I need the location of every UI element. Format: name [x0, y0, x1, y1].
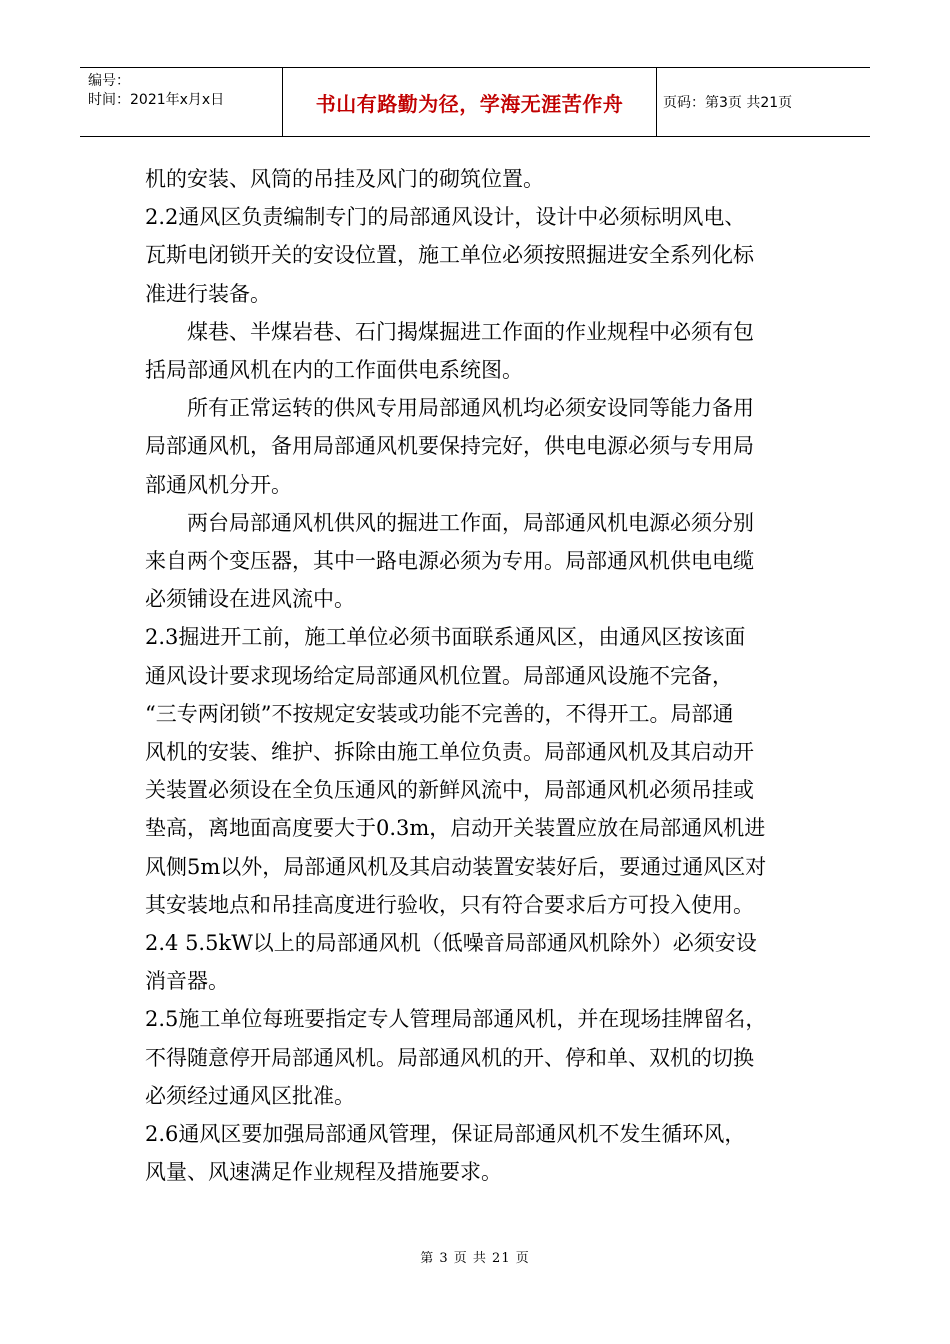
body-line: 煤巷、半煤岩巷、石门揭煤掘进工作面的作业规程中必须有包: [187, 319, 754, 344]
document-body: [145, 160, 815, 1191]
body-line: 风侧5m以外，局部通风机及其启动装置安装好后，要通过通风区对: [145, 854, 767, 879]
body-line: “三专两闭锁”不按规定安装或功能不完善的，不得开工。局部通: [145, 701, 734, 726]
body-line: 机的安装、风筒的吊挂及风门的砌筑位置。: [145, 167, 544, 191]
body-line: 2.4 5.5kW以上的局部通风机（低噪音局部通风机除外）必须安设: [145, 931, 757, 956]
body-line: 括局部通风机在内的工作面供电系统图。: [145, 358, 523, 383]
body-line: 2.2通风区负责编制专门的局部通风设计，设计中必须标明风电、: [145, 205, 746, 230]
body-line: 瓦斯电闭锁开关的安设位置，施工单位必须按照掘进安全系列化标: [145, 243, 754, 268]
body-line: 2.5施工单位每班要指定专人管理局部通风机，并在现场挂牌留名，: [145, 1007, 767, 1032]
body-line: 垫高，离地面高度要大于0.3m，启动开关装置应放在局部通风机进: [145, 816, 766, 841]
header-meta: [80, 68, 283, 136]
body-line: 两台局部通风机供风的掘进工作面，局部通风机电源必须分别: [187, 510, 754, 535]
body-line: 必须铺设在进风流中。: [145, 587, 355, 612]
body-line: 2.3掘进开工前，施工单位必须书面联系通风区，由通风区按该面: [145, 625, 746, 650]
body-line: 所有正常运转的供风专用局部通风机均必须安设同等能力备用: [187, 396, 754, 421]
body-line: 部通风机分开。: [145, 472, 292, 497]
page-header: [80, 67, 870, 137]
body-line: 其安装地点和吊挂高度进行验收，只有符合要求后方可投入使用。: [145, 892, 754, 917]
body-line: 不得随意停开局部通风机。局部通风机的开、停和单、双机的切换: [145, 1045, 754, 1070]
body-line: 必须经过通风区批准。: [145, 1083, 355, 1108]
body-line: 通风设计要求现场给定局部通风机位置。局部通风设施不完备，: [145, 663, 733, 688]
document-number-label: 编号：: [88, 73, 130, 89]
body-line: 风机的安装、维护、拆除由施工单位负责。局部通风机及其启动开: [145, 740, 754, 765]
header-page-code: 页码：第3页 共21页: [663, 95, 793, 111]
body-line: 消音器。: [145, 969, 229, 994]
body-line: 关装置必须设在全负压通风的新鲜风流中，局部通风机必须吊挂或: [145, 778, 754, 803]
body-line: 局部通风机，备用局部通风机要保持完好，供电电源必须与专用局: [145, 434, 754, 459]
body-line: 来自两个变压器，其中一路电源必须为专用。局部通风机供电电缆: [145, 549, 754, 574]
body-line: 准进行装备。: [145, 281, 271, 306]
body-line: 2.6通风区要加强局部通风管理，保证局部通风机不发生循环风，: [145, 1122, 746, 1147]
page-footer: 第 3 页 共 21 页: [420, 1251, 530, 1266]
document-time-label: 时间：2021年x月x日: [88, 92, 225, 108]
body-line: 风量、风速满足作业规程及措施要求。: [145, 1160, 502, 1185]
header-motto: 书山有路勤为径，学海无涯苦作舟: [283, 68, 657, 136]
